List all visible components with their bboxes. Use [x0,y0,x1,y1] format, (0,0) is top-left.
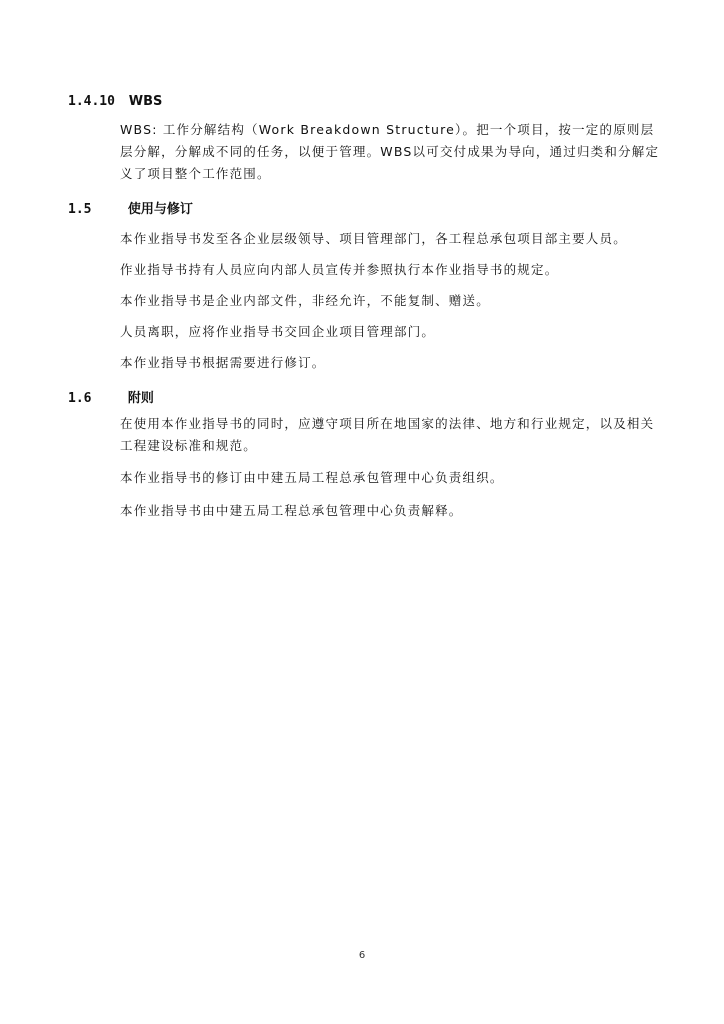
section-title: 使用与修订 [127,202,193,217]
section-heading-1-4-10 [68,94,162,109]
paragraph: 在使用本作业指导书的同时，应遵守项目所在地国家的法律、地方和行业规定，以及相关工程建设标准和规范。 [120,416,655,453]
paragraph: 本作业指导书的修订由中建五局工程总承包管理中心负责组织。 [120,470,504,485]
wbs-definition-paragraph: WBS: 工作分解结构（Work Breakdown Structure）。把一个项目，按一定的原则层层分解，分解成不同的任务，以便于管理。WBS以可交付成果为导向，通过归类和分解定义了项目整个工作范围。 [120,122,660,181]
section-number: 1.6 [68,391,92,406]
paragraph: 本作业指导书是企业内部文件，非经允许，不能复制、赠送。 [120,293,490,308]
section-heading-1-5 [68,198,193,217]
section-title: 附则 [127,391,154,406]
paragraph: 人员离职，应将作业指导书交回企业项目管理部门。 [120,324,436,339]
paragraph: 本作业指导书根据需要进行修订。 [120,355,326,370]
section-number: 1.4.10 [68,94,115,109]
page-number: 6 [358,950,366,961]
paragraph: 本作业指导书发至各企业层级领导、项目管理部门，各工程总承包项目部主要人员。 [120,231,627,246]
paragraph: 本作业指导书由中建五局工程总承包管理中心负责解释。 [120,503,463,518]
paragraph: 作业指导书持有人员应向内部人员宣传并参照执行本作业指导书的规定。 [120,262,559,277]
section-title: WBS [128,94,163,109]
section-heading-1-6 [68,387,154,406]
section-number: 1.5 [68,202,92,217]
